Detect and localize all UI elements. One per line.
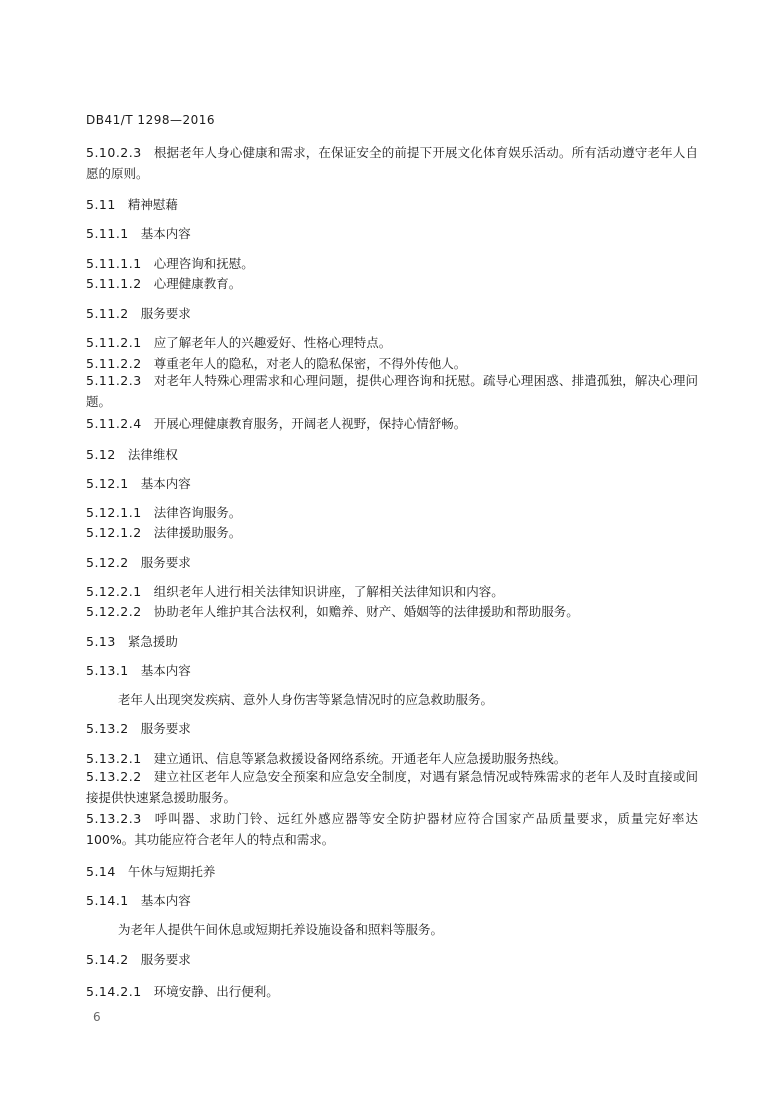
clause-text: 建立社区老年人应急安全预案和应急安全制度，对遇有紧急情况或特殊需求的老年人及时直接或间接提供快速紧急援助服务。 [86, 769, 698, 805]
section-heading-5-14 [86, 862, 215, 880]
clause-number: 5.13.2.3 [86, 811, 142, 826]
clause-5-12-2-2 [86, 602, 579, 620]
paragraph-5-14-1: 为老年人提供午间休息或短期托养设施设备和照料等服务。 [118, 922, 444, 937]
section-heading-5-11-1 [86, 224, 191, 242]
clause-number: 5.11.1.1 [86, 256, 142, 271]
clause-number: 5.11.2.2 [86, 356, 142, 371]
heading-title: 基本内容 [140, 476, 191, 491]
section-heading-5-12 [86, 445, 178, 463]
section-heading-5-14-1 [86, 891, 191, 909]
clause-5-11-1-2 [86, 274, 241, 292]
heading-number: 5.11.2 [86, 306, 129, 321]
section-heading-5-11 [86, 195, 178, 213]
heading-number: 5.14 [86, 864, 116, 879]
clause-5-11-2-3 [86, 370, 698, 412]
section-heading-5-11-2 [86, 304, 191, 322]
clause-text: 建立通讯、信息等紧急救援设备网络系统。开通老年人应急援助服务热线。 [153, 751, 567, 766]
clause-text: 心理咨询和抚慰。 [153, 256, 254, 271]
clause-text: 法律咨询服务。 [153, 505, 242, 520]
document-code: DB41/T 1298—2016 [86, 113, 216, 127]
page-number: 6 [93, 1010, 101, 1024]
clause-number: 5.12.1.2 [86, 525, 142, 540]
section-heading-5-13-1 [86, 661, 191, 679]
clause-5-11-1-1 [86, 254, 254, 272]
heading-number: 5.14.2 [86, 952, 129, 967]
clause-text: 组织老年人进行相关法律知识讲座，了解相关法律知识和内容。 [153, 584, 504, 599]
heading-title: 基本内容 [140, 893, 191, 908]
clause-5-13-2-2 [86, 766, 698, 808]
clause-5-13-2-1 [86, 749, 566, 767]
heading-number: 5.11 [86, 197, 116, 212]
heading-title: 服务要求 [140, 952, 191, 967]
heading-number: 5.14.1 [86, 893, 129, 908]
clause-5-12-1-1 [86, 503, 241, 521]
clause-number: 5.11.1.2 [86, 276, 142, 291]
clause-5-10-2-3 [86, 142, 698, 184]
clause-text: 法律援助服务。 [153, 525, 242, 540]
heading-title: 法律维权 [127, 447, 178, 462]
clause-text: 环境安静、出行便利。 [153, 984, 279, 999]
clause-text: 心理健康教育。 [153, 276, 242, 291]
clause-number: 5.13.2.1 [86, 751, 142, 766]
clause-5-13-2-3 [86, 808, 698, 850]
heading-title: 服务要求 [140, 721, 191, 736]
clause-text: 尊重老年人的隐私，对老人的隐私保密，不得外传他人。 [153, 356, 467, 371]
heading-number: 5.13.1 [86, 663, 129, 678]
section-heading-5-12-2 [86, 553, 191, 571]
section-heading-5-12-1 [86, 474, 191, 492]
heading-number: 5.13 [86, 634, 116, 649]
section-heading-5-13-2 [86, 719, 191, 737]
clause-number: 5.14.2.1 [86, 984, 142, 999]
clause-5-11-2-1 [86, 333, 391, 351]
section-heading-5-13 [86, 632, 178, 650]
heading-title: 紧急援助 [127, 634, 178, 649]
clause-5-12-2-1 [86, 582, 504, 600]
heading-title: 服务要求 [140, 306, 191, 321]
paragraph-5-13-1: 老年人出现突发疾病、意外人身伤害等紧急情况时的应急救助服务。 [118, 692, 494, 707]
clause-number: 5.12.2.2 [86, 604, 142, 619]
heading-title: 午休与短期托养 [127, 864, 216, 879]
section-heading-5-14-2 [86, 950, 191, 968]
clause-number: 5.11.2.3 [86, 373, 142, 388]
clause-text: 根据老年人身心健康和需求，在保证安全的前提下开展文化体育娱乐活动。所有活动遵守老年人自愿的原则。 [86, 145, 698, 181]
clause-text: 对老年人特殊心理需求和心理问题，提供心理咨询和抚慰。疏导心理困惑、排遣孤独，解决心理问题。 [86, 373, 698, 409]
clause-text: 呼叫器、求助门铃、远红外感应器等安全防护器材应符合国家产品质量要求，质量完好率达100%。其功能应符合老年人的特点和需求。 [86, 811, 698, 847]
clause-number: 5.13.2.2 [86, 769, 142, 784]
heading-number: 5.11.1 [86, 226, 129, 241]
clause-number: 5.10.2.3 [86, 145, 142, 160]
heading-number: 5.13.2 [86, 721, 129, 736]
clause-text: 开展心理健康教育服务，开阔老人视野，保持心情舒畅。 [153, 416, 467, 431]
heading-number: 5.12.2 [86, 555, 129, 570]
heading-title: 基本内容 [140, 226, 191, 241]
clause-number: 5.12.1.1 [86, 505, 142, 520]
clause-5-14-2-1 [86, 982, 279, 1000]
clause-text: 协助老年人维护其合法权利，如赡养、财产、婚姻等的法律援助和帮助服务。 [153, 604, 579, 619]
heading-title: 精神慰藉 [127, 197, 178, 212]
heading-title: 服务要求 [140, 555, 191, 570]
heading-number: 5.12.1 [86, 476, 129, 491]
clause-5-11-2-4 [86, 414, 466, 432]
clause-5-12-1-2 [86, 523, 241, 541]
heading-number: 5.12 [86, 447, 116, 462]
clause-number: 5.11.2.4 [86, 416, 142, 431]
clause-number: 5.12.2.1 [86, 584, 142, 599]
heading-title: 基本内容 [140, 663, 191, 678]
clause-number: 5.11.2.1 [86, 335, 142, 350]
clause-text: 应了解老年人的兴趣爱好、性格心理特点。 [153, 335, 392, 350]
